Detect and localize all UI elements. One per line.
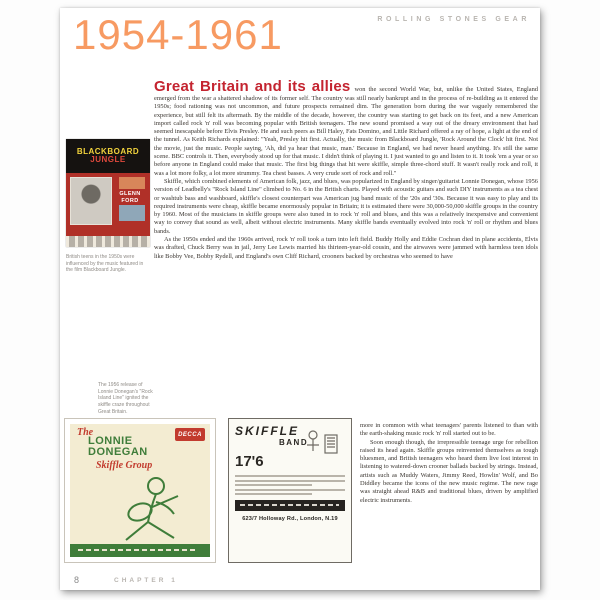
- article-text-lower: [360, 422, 538, 505]
- era-title: 1954-1961: [73, 11, 283, 58]
- decca-logo: DECCA: [175, 428, 205, 441]
- ad-dark-banner: [235, 500, 345, 511]
- paragraph: Soon enough though, the irrepressible teenage urge for rebellion raised its head again. Skiffle groups reinvented themselves as tough bluesmen, and British teenagers who heard them live lost interest in listening to watered-down crooner ballads backed by strings. Instead, artists such as Muddy Waters, Jimmy Reed, Howlin' Wolf, and Bo Diddley became the icons of the new music regime. The new rage was straight ahead R&B and traditional blues, driven by amplified electric instruments.: [360, 438, 538, 504]
- section-heading: Great Britain and its allies: [154, 78, 351, 95]
- poster-figure-block-1: [119, 177, 145, 189]
- sleeve-word-the: The: [77, 427, 94, 438]
- paragraph: more in common with what teenagers' parents listened to than with the earth-shaking music rock 'n' roll started out to be.: [360, 422, 538, 438]
- page-number: 8: [74, 575, 80, 585]
- sleeve-bottom-band: [70, 544, 210, 557]
- paragraph: As the 1950s ended and the 1960s arrived, rock 'n' roll took a turn into left field. Buddy Holly and Eddie Cochran died in plane accidents, Elvis was drafted, Chuck Berry was in jail, Jerry Lee Lewis married his thirteen-year-old cousin, and the airwaves were jammed with harmless teen idols like Bobby Vee, Bobby Rydell, and England's own Cliff Richard, crooners backed by orchestras who seemed to have: [154, 236, 538, 260]
- poster-credits-strip: [66, 236, 150, 247]
- ad-price: 17'6: [235, 453, 264, 470]
- chapter-label: CHAPTER 1: [114, 577, 178, 584]
- poster-title-line2: JUNGLE: [90, 155, 126, 164]
- sleeve-artist-line1: LONNIE: [88, 435, 133, 447]
- poster-caption: British teens in the 1950s were influenced by the music featured in the film Blackboard Jungle.: [66, 254, 144, 274]
- poster-title-block: [66, 139, 150, 173]
- running-head: ROLLING STONES GEAR: [377, 16, 530, 23]
- paragraph-text: won the second World War, but, unlike the United States, England emerged from the war a shattered shadow of its former self. The country was still nearly bankrupt and in the process of re-building as it entered the 1950s; food rationing was not uncommon, and future prospects remained dim. The generation born during the war vaguely remembered the experience, but still felt its aftermath. By the middle of the decade, however, the country was starting to get back on its feet, and a new American import called rock 'n' roll was becoming popular with British teenagers. The new sound promised a way out of the dreary environment that had seemed inescapable before Elvis Presley. He and such peers as Bill Haley, Fats Domino, and Little Richard offered a ray of hope, a light at the end of the tunnel. As Keith Richards explained: "Yeah, Presley hit first. Actually, the music from Blackboard Jungle, 'Rock Around the Clock' hit first. Not the movie, just the music. People saying, 'Ah, did ya hear that music, man.' Because in England, we had never heard anything. It's still the same scene. BBC controls it. Then, everybody stood up for that music. I didn't think of playing it. I just wanted to go and listen to it. It took 'em a year or so before anyone in England could make that music. The first big things that hit were skiffle, simple three-chord stuff. It wasn't really rock and roll, it was a lot more folky, a lot more strummy. Tea chest basses. A very crude sort of rock and roll.": [154, 86, 538, 177]
- rock-island-line-sleeve-image: [64, 418, 216, 563]
- poster-star-name: GLENN FORD: [119, 191, 141, 204]
- poster-actor-photo: [70, 177, 112, 225]
- ad-fine-print: [235, 475, 345, 495]
- sleeve-artwork: [70, 424, 210, 557]
- paragraph: [154, 78, 538, 178]
- sleeve-caption: The 1956 release of Lonnie Donegan's "Rock Island Line" ignited the skiffle craze throughout Great Britain.: [98, 382, 153, 415]
- sleeve-artist-line2: DONEGAN: [88, 446, 148, 458]
- sleeve-group-name: Skiffle Group: [96, 460, 153, 471]
- paragraph: Skiffle, which combined elements of American folk, jazz, and blues, was popularized in England by singer/guitarist Lonnie Donegan, whose 1956 version of Leadbelly's "Rock Island Line" climbed to No. 6 in the British charts. Played with acoustic guitars and such DIY instruments as a tea chest or washtub bass and washboard, skiffle's closest counterpart was American jug band music of the '20s and '30s. Because it was easy to play and its required instruments were cheap, skiffle became enormously popular in Britain; it is estimated there were 30,000-50,000 skiffle groups in the country by 1960. Most of the musicians in skiffle groups were also tuned in to rock 'n' roll and blues, and this was a relatively inexpensive and convenient way to convey that sound as well, albeit without electric instruments. Many skiffle bands eventually evolved into rock 'n' roll or rhythm and blues bands.: [154, 177, 538, 235]
- poster-title-line1: BLACKBOARD: [76, 147, 140, 156]
- ad-title: SKIFFLE: [235, 424, 299, 438]
- guitarist-illustration: [78, 452, 208, 552]
- poster-figure-block-2: [119, 205, 145, 221]
- article-text-upper: [154, 78, 538, 261]
- ad-subtitle: BAND: [279, 438, 309, 447]
- band-sketch-illustration: [301, 427, 345, 461]
- book-page: [60, 8, 540, 590]
- skiffle-band-ad-image: [228, 418, 352, 563]
- blackboard-jungle-poster-image: [66, 139, 150, 247]
- ad-address: 623/7 Holloway Rd., London, N.19: [242, 516, 338, 522]
